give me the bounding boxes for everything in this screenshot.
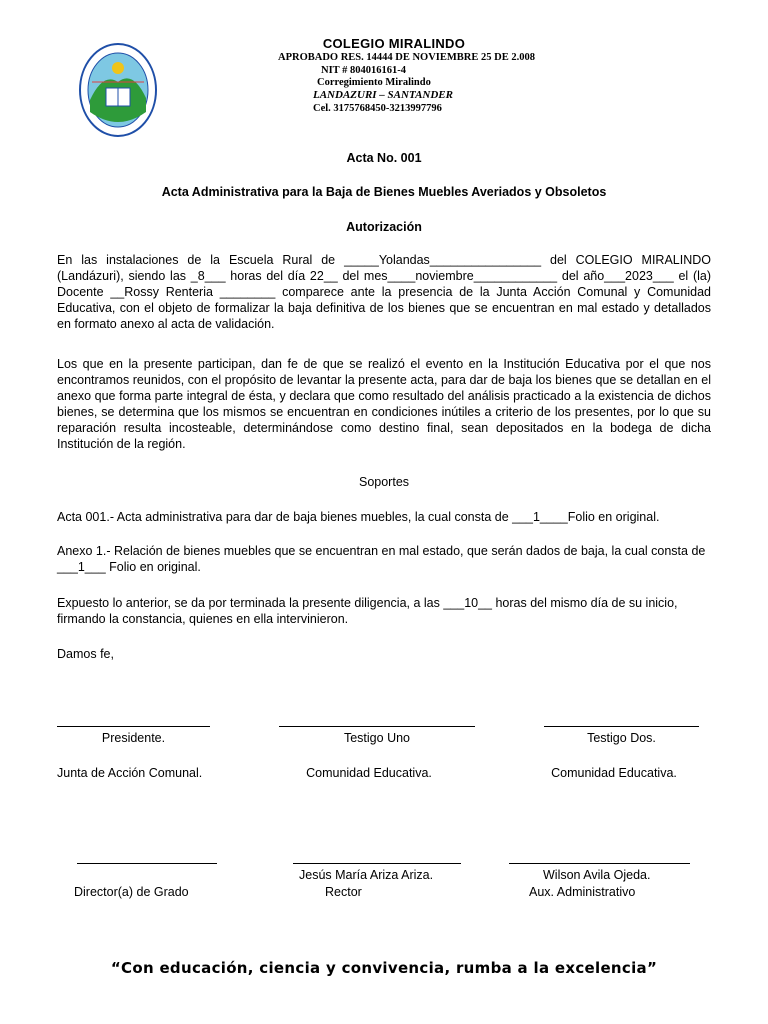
signature-role: Director(a) de Grado <box>74 885 189 899</box>
signature-role: Rector <box>325 885 362 899</box>
phones-line: Cel. 3175768450-3213997796 <box>313 103 442 114</box>
corregimiento-line: Corregimiento Miralindo <box>317 77 431 88</box>
signature-block-rector <box>293 863 461 901</box>
signature-line <box>279 726 475 727</box>
signature-role: Testigo Dos. <box>587 731 656 745</box>
nit-line: NIT # 804016161-4 <box>321 65 406 76</box>
signature-org: Junta de Acción Comunal. <box>57 766 203 780</box>
signature-line <box>293 863 461 864</box>
signature-line <box>544 726 699 727</box>
signature-org: Comunidad Educativa. <box>551 766 677 780</box>
signature-name: Jesús María Ariza Ariza. <box>299 868 434 882</box>
signature-role: Testigo Uno <box>343 731 410 745</box>
paragraph-authorization: En las instalaciones de la Escuela Rural de _____Yolandas________________ del COLEGIO MIRALINDO (Landázuri), siendo las _8___ horas del día 22__ del mes____noviembre____________ del año___2023___ el (la) Docente __Rossy Renteria ________ comparece ante la presencia de la Junta Acción Comunal y Comunidad Educativa, con el objeto de formalizar la baja definitiva de los bienes que se encuentran en mal estado y detallados en formato anexo al acta de validación. <box>57 253 711 331</box>
signature-org: Comunidad Educativa. <box>306 766 432 780</box>
signature-line <box>509 863 690 864</box>
school-motto: “Con educación, ciencia y convivencia, rumba a la excelencia” <box>110 959 658 977</box>
sign-off: Damos fe, <box>57 647 114 661</box>
signature-line <box>77 863 217 864</box>
school-crest-icon <box>78 42 158 138</box>
signature-block-witness-2 <box>544 726 699 747</box>
support-item-acta: Acta 001.- Acta administrativa para dar de baja bienes muebles, la cual consta de ___1____Folio en original. <box>57 510 660 524</box>
resolution-line: APROBADO RES. 14444 DE NOVIEMBRE 25 DE 2.008 <box>278 52 535 63</box>
document-title: Acta No. 001 <box>346 151 422 165</box>
signature-block-president <box>57 726 210 747</box>
signature-line <box>57 726 210 727</box>
supports-heading: Soportes <box>358 475 410 489</box>
signature-name: Wilson Avila Ojeda. <box>543 868 651 882</box>
signature-block-grade-director <box>74 863 217 901</box>
school-name: COLEGIO MIRALINDO <box>322 36 466 51</box>
support-item-anexo: Anexo 1.- Relación de bienes muebles que se encuentran en mal estado, que serán dados de baja, la cual consta de ___1___ Folio en original. <box>57 544 706 574</box>
signature-name <box>77 867 217 884</box>
signature-block-admin-aux <box>509 863 690 901</box>
signature-role: Aux. Administrativo <box>529 885 636 899</box>
document-subtitle: Acta Administrativa para la Baja de Bienes Muebles Averiados y Obsoletos <box>161 185 607 199</box>
paragraph-attestation: Los que en la presente participan, dan fe de que se realizó el evento en la Institución Educativa por el que nos encontramos reunidos, con el propósito de levantar la presente acta, para dar de baja los bienes que se detallan en el anexo que forma parte integral de ésta, y declara que como resultado del análisis practicado a la existencia de dichos bienes, se determina que los mismos se encuentran en condiciones inútiles a criterio de los presentes, por lo que su reparación resulta incosteable, determinándose como destino final, sean depositados en la bodega de dicha Institución de la región. <box>57 357 711 451</box>
signature-role: Presidente. <box>101 731 166 745</box>
paragraph-closing: Expuesto lo anterior, se da por terminada la presente diligencia, a las ___10__ horas del mismo día de su inicio, firmando la constancia, quienes en ella intervinieron. <box>57 596 678 626</box>
signature-block-witness-1 <box>279 726 475 747</box>
letterhead <box>0 0 768 150</box>
location-line: LANDAZURI – SANTANDER <box>313 89 453 101</box>
section-heading: Autorización <box>346 220 422 234</box>
